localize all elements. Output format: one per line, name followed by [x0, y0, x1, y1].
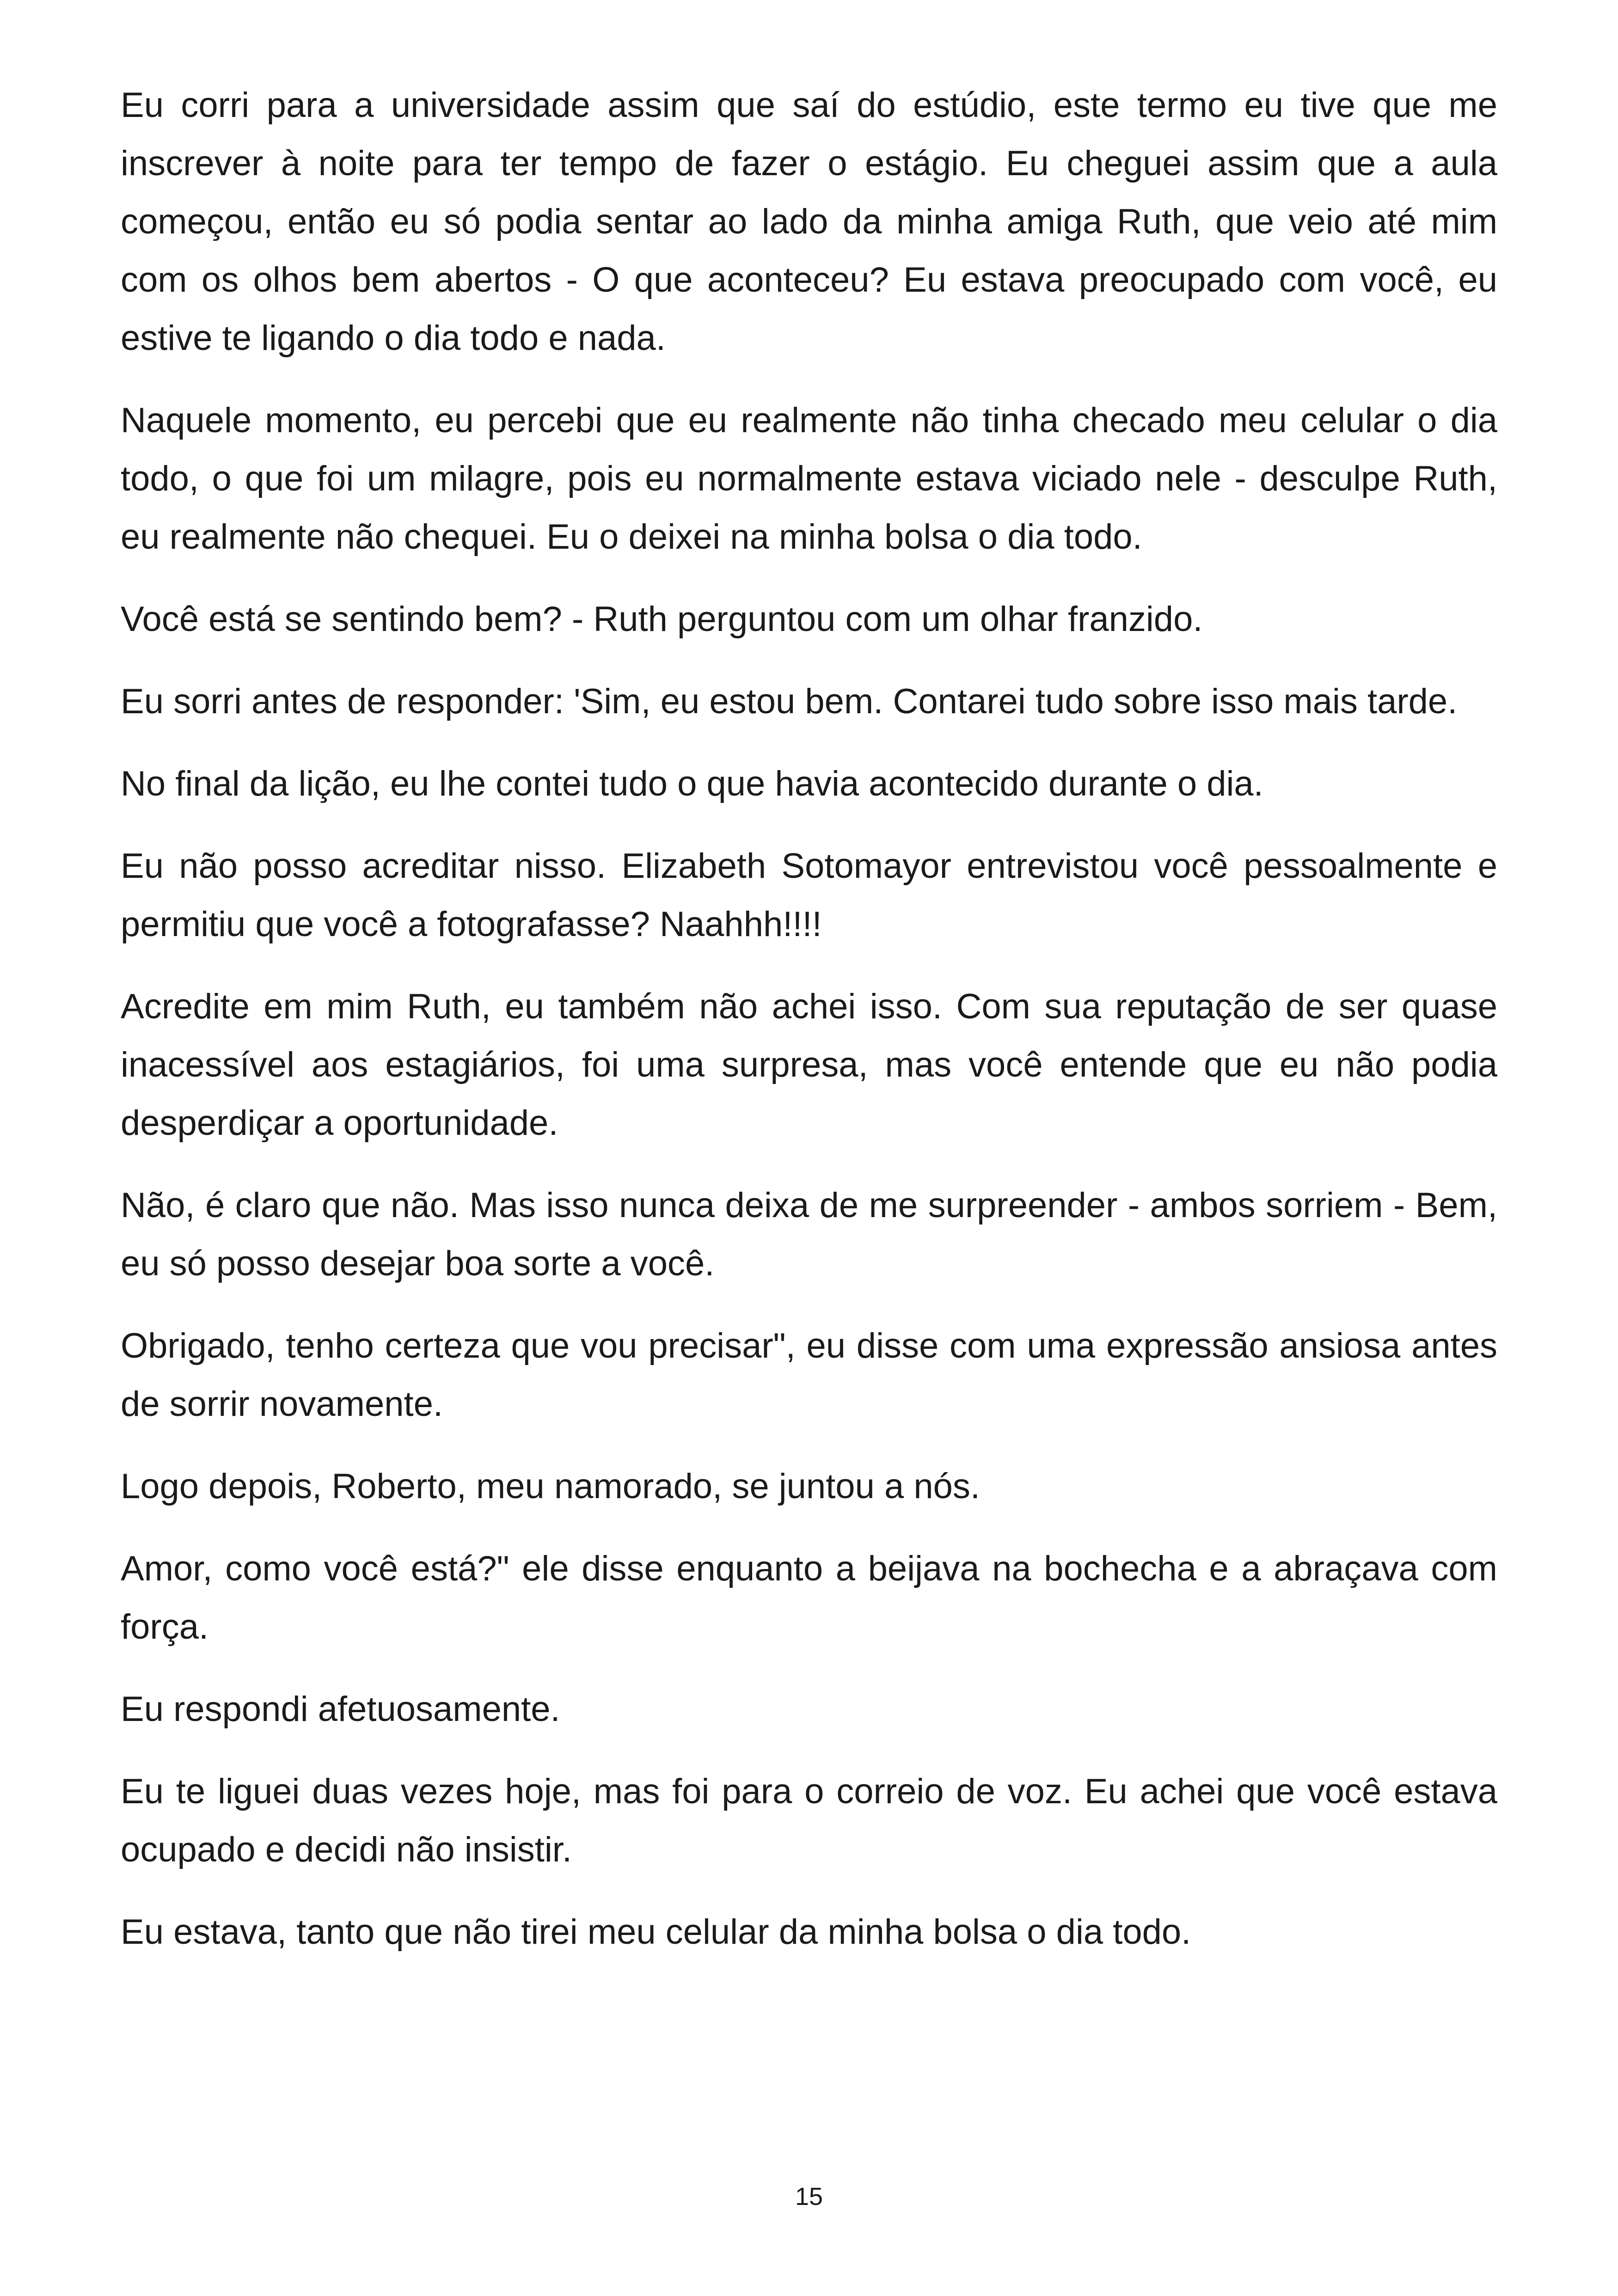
paragraph: Amor, como você está?" ele disse enquanto a beijava na bochecha e a abraçava com força. — [121, 1549, 1497, 1647]
paragraph: Naquele momento, eu percebi que eu realmente não tinha checado meu celular o dia todo, o que foi um milagre, pois eu normalmente estava viciado nele - desculpe Ruth, eu realmente não chequei. Eu o deixei na minha bolsa o dia todo. — [121, 401, 1497, 557]
paragraph: Não, é claro que não. Mas isso nunca deixa de me surpreender - ambos sorriem - Bem, eu só posso desejar boa sorte a você. — [121, 1186, 1497, 1283]
page-number: 15 — [795, 2183, 823, 2210]
paragraph: Eu corri para a universidade assim que saí do estúdio, este termo eu tive que me inscrever à noite para ter tempo de fazer o estágio. Eu cheguei assim que a aula começou, então eu só podia sentar ao lado da minha amiga Ruth, que veio até mim com os olhos bem abertos - O que aconteceu? Eu estava preocupado com você, eu estive te ligando o dia todo e nada. — [121, 86, 1497, 358]
paragraph: Eu sorri antes de responder: 'Sim, eu estou bem. Contarei tudo sobre isso mais tarde. — [121, 682, 1458, 721]
paragraph: Eu respondi afetuosamente. — [121, 1690, 560, 1729]
paragraph: No final da lição, eu lhe contei tudo o que havia acontecido durante o dia. — [121, 764, 1263, 803]
paragraph: Eu estava, tanto que não tirei meu celular da minha bolsa o dia todo. — [121, 1912, 1191, 1952]
paragraph: Obrigado, tenho certeza que vou precisar", eu disse com uma expressão ansiosa antes de sorrir novamente. — [121, 1326, 1497, 1424]
paragraph: Eu te liguei duas vezes hoje, mas foi para o correio de voz. Eu achei que você estava ocupado e decidi não insistir. — [121, 1772, 1497, 1869]
paragraph: Eu não posso acreditar nisso. Elizabeth Sotomayor entrevistou você pessoalmente e permitiu que você a fotografasse? Naahhh!!!! — [121, 846, 1497, 944]
paragraph: Acredite em mim Ruth, eu também não achei isso. Com sua reputação de ser quase inacessível aos estagiários, foi uma surpresa, mas você entende que eu não podia desperdiçar a oportunidade. — [121, 987, 1497, 1143]
paragraph: Logo depois, Roberto, meu namorado, se juntou a nós. — [121, 1467, 980, 1506]
paragraph: Você está se sentindo bem? - Ruth perguntou com um olhar franzido. — [121, 600, 1203, 639]
body-text — [121, 76, 1497, 1985]
